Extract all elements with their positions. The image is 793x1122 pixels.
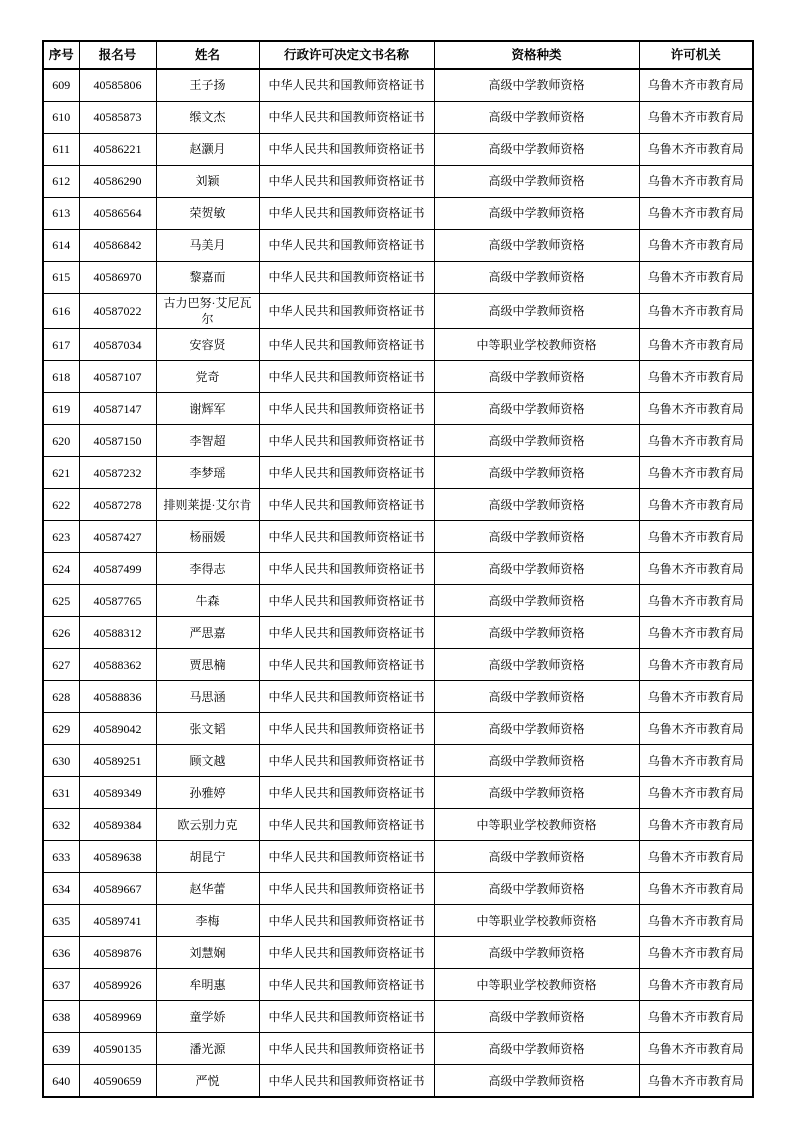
cell-serial: 633 xyxy=(43,841,79,873)
cell-serial: 615 xyxy=(43,262,79,294)
table-row xyxy=(43,361,753,393)
cell-reg-no: 40587147 xyxy=(79,393,156,425)
table-row xyxy=(43,1065,753,1098)
cell-name: 赵灏月 xyxy=(156,134,259,166)
column-header-name: 姓名 xyxy=(156,41,259,69)
cell-name: 黎嘉而 xyxy=(156,262,259,294)
cell-serial: 638 xyxy=(43,1001,79,1033)
cell-reg-no: 40588362 xyxy=(79,649,156,681)
cell-reg-no: 40587427 xyxy=(79,521,156,553)
cell-serial: 629 xyxy=(43,713,79,745)
cell-reg-no: 40585806 xyxy=(79,69,156,102)
column-header-authority: 许可机关 xyxy=(639,41,753,69)
cell-authority: 乌鲁木齐市教育局 xyxy=(639,713,753,745)
cell-authority: 乌鲁木齐市教育局 xyxy=(639,553,753,585)
cell-reg-no: 40587499 xyxy=(79,553,156,585)
cell-qualification: 高级中学教师资格 xyxy=(434,649,639,681)
cell-qualification: 高级中学教师资格 xyxy=(434,713,639,745)
cell-document-name: 中华人民共和国教师资格证书 xyxy=(259,329,434,361)
cell-name: 张文韬 xyxy=(156,713,259,745)
table-row xyxy=(43,1033,753,1065)
cell-authority: 乌鲁木齐市教育局 xyxy=(639,937,753,969)
cell-serial: 618 xyxy=(43,361,79,393)
cell-serial: 617 xyxy=(43,329,79,361)
cell-reg-no: 40589638 xyxy=(79,841,156,873)
cell-serial: 624 xyxy=(43,553,79,585)
cell-reg-no: 40588312 xyxy=(79,617,156,649)
cell-name: 马美月 xyxy=(156,230,259,262)
table-row xyxy=(43,553,753,585)
cell-document-name: 中华人民共和国教师资格证书 xyxy=(259,102,434,134)
cell-authority: 乌鲁木齐市教育局 xyxy=(639,134,753,166)
cell-document-name: 中华人民共和国教师资格证书 xyxy=(259,681,434,713)
table-row xyxy=(43,937,753,969)
cell-name: 李得志 xyxy=(156,553,259,585)
cell-reg-no: 40587278 xyxy=(79,489,156,521)
cell-name: 童学娇 xyxy=(156,1001,259,1033)
cell-serial: 631 xyxy=(43,777,79,809)
table-row xyxy=(43,521,753,553)
table-row xyxy=(43,713,753,745)
cell-qualification: 中等职业学校教师资格 xyxy=(434,969,639,1001)
cell-authority: 乌鲁木齐市教育局 xyxy=(639,489,753,521)
cell-document-name: 中华人民共和国教师资格证书 xyxy=(259,713,434,745)
cell-authority: 乌鲁木齐市教育局 xyxy=(639,1001,753,1033)
table-row xyxy=(43,745,753,777)
cell-name: 顾文越 xyxy=(156,745,259,777)
cell-serial: 628 xyxy=(43,681,79,713)
cell-name: 马思涵 xyxy=(156,681,259,713)
cell-serial: 626 xyxy=(43,617,79,649)
cell-document-name: 中华人民共和国教师资格证书 xyxy=(259,1001,434,1033)
cell-qualification: 中等职业学校教师资格 xyxy=(434,905,639,937)
cell-name: 李梅 xyxy=(156,905,259,937)
cell-serial: 613 xyxy=(43,198,79,230)
cell-name: 赵华蕾 xyxy=(156,873,259,905)
cell-authority: 乌鲁木齐市教育局 xyxy=(639,873,753,905)
cell-name: 胡昆宁 xyxy=(156,841,259,873)
cell-name: 贾思楠 xyxy=(156,649,259,681)
cell-qualification: 高级中学教师资格 xyxy=(434,777,639,809)
cell-document-name: 中华人民共和国教师资格证书 xyxy=(259,585,434,617)
table-row xyxy=(43,969,753,1001)
cell-name: 古力巴努·艾尼瓦尔 xyxy=(156,294,259,329)
cell-reg-no: 40589876 xyxy=(79,937,156,969)
cell-reg-no: 40587150 xyxy=(79,425,156,457)
cell-document-name: 中华人民共和国教师资格证书 xyxy=(259,841,434,873)
cell-reg-no: 40589741 xyxy=(79,905,156,937)
cell-reg-no: 40589251 xyxy=(79,745,156,777)
table-row xyxy=(43,585,753,617)
cell-qualification: 高级中学教师资格 xyxy=(434,166,639,198)
table-row xyxy=(43,649,753,681)
cell-qualification: 高级中学教师资格 xyxy=(434,745,639,777)
cell-authority: 乌鲁木齐市教育局 xyxy=(639,681,753,713)
cell-serial: 625 xyxy=(43,585,79,617)
header-row xyxy=(43,41,753,69)
cell-authority: 乌鲁木齐市教育局 xyxy=(639,457,753,489)
cell-qualification: 高级中学教师资格 xyxy=(434,230,639,262)
cell-authority: 乌鲁木齐市教育局 xyxy=(639,166,753,198)
cell-reg-no: 40586970 xyxy=(79,262,156,294)
cell-reg-no: 40587034 xyxy=(79,329,156,361)
cell-serial: 611 xyxy=(43,134,79,166)
table-row xyxy=(43,262,753,294)
cell-document-name: 中华人民共和国教师资格证书 xyxy=(259,457,434,489)
cell-authority: 乌鲁木齐市教育局 xyxy=(639,809,753,841)
cell-serial: 619 xyxy=(43,393,79,425)
table-row xyxy=(43,905,753,937)
cell-qualification: 高级中学教师资格 xyxy=(434,69,639,102)
cell-qualification: 高级中学教师资格 xyxy=(434,425,639,457)
cell-authority: 乌鲁木齐市教育局 xyxy=(639,969,753,1001)
cell-qualification: 高级中学教师资格 xyxy=(434,617,639,649)
cell-name: 李智超 xyxy=(156,425,259,457)
cell-qualification: 高级中学教师资格 xyxy=(434,841,639,873)
cell-name: 党奇 xyxy=(156,361,259,393)
cell-document-name: 中华人民共和国教师资格证书 xyxy=(259,489,434,521)
cell-authority: 乌鲁木齐市教育局 xyxy=(639,649,753,681)
column-header-serial: 序号 xyxy=(43,41,79,69)
cell-reg-no: 40588836 xyxy=(79,681,156,713)
table-row xyxy=(43,457,753,489)
table-row xyxy=(43,489,753,521)
table-row xyxy=(43,873,753,905)
cell-qualification: 高级中学教师资格 xyxy=(434,393,639,425)
cell-reg-no: 40590135 xyxy=(79,1033,156,1065)
cell-reg-no: 40589042 xyxy=(79,713,156,745)
table-row xyxy=(43,681,753,713)
table-row xyxy=(43,329,753,361)
license-table xyxy=(42,40,754,1098)
table-row xyxy=(43,134,753,166)
cell-document-name: 中华人民共和国教师资格证书 xyxy=(259,198,434,230)
cell-qualification: 高级中学教师资格 xyxy=(434,873,639,905)
table-row xyxy=(43,393,753,425)
cell-name: 潘光源 xyxy=(156,1033,259,1065)
cell-authority: 乌鲁木齐市教育局 xyxy=(639,329,753,361)
cell-reg-no: 40590659 xyxy=(79,1065,156,1098)
cell-authority: 乌鲁木齐市教育局 xyxy=(639,230,753,262)
cell-authority: 乌鲁木齐市教育局 xyxy=(639,585,753,617)
cell-document-name: 中华人民共和国教师资格证书 xyxy=(259,617,434,649)
cell-qualification: 高级中学教师资格 xyxy=(434,1033,639,1065)
cell-serial: 630 xyxy=(43,745,79,777)
cell-qualification: 高级中学教师资格 xyxy=(434,521,639,553)
cell-reg-no: 40587232 xyxy=(79,457,156,489)
cell-name: 牛森 xyxy=(156,585,259,617)
cell-qualification: 高级中学教师资格 xyxy=(434,134,639,166)
cell-serial: 616 xyxy=(43,294,79,329)
cell-qualification: 高级中学教师资格 xyxy=(434,102,639,134)
cell-name: 王子扬 xyxy=(156,69,259,102)
cell-reg-no: 40585873 xyxy=(79,102,156,134)
cell-document-name: 中华人民共和国教师资格证书 xyxy=(259,393,434,425)
cell-serial: 610 xyxy=(43,102,79,134)
cell-serial: 635 xyxy=(43,905,79,937)
cell-name: 欧云别力克 xyxy=(156,809,259,841)
cell-document-name: 中华人民共和国教师资格证书 xyxy=(259,230,434,262)
cell-document-name: 中华人民共和国教师资格证书 xyxy=(259,294,434,329)
cell-authority: 乌鲁木齐市教育局 xyxy=(639,1033,753,1065)
table-row xyxy=(43,617,753,649)
table-row xyxy=(43,777,753,809)
cell-authority: 乌鲁木齐市教育局 xyxy=(639,69,753,102)
table-body xyxy=(43,69,753,1097)
cell-name: 缑文杰 xyxy=(156,102,259,134)
cell-authority: 乌鲁木齐市教育局 xyxy=(639,521,753,553)
cell-reg-no: 40586221 xyxy=(79,134,156,166)
table-row xyxy=(43,102,753,134)
column-header-document-name: 行政许可决定文书名称 xyxy=(259,41,434,69)
cell-authority: 乌鲁木齐市教育局 xyxy=(639,777,753,809)
cell-reg-no: 40589349 xyxy=(79,777,156,809)
cell-qualification: 高级中学教师资格 xyxy=(434,681,639,713)
table-row xyxy=(43,841,753,873)
cell-reg-no: 40589969 xyxy=(79,1001,156,1033)
cell-qualification: 高级中学教师资格 xyxy=(434,262,639,294)
table-row xyxy=(43,809,753,841)
cell-document-name: 中华人民共和国教师资格证书 xyxy=(259,1065,434,1098)
cell-name: 谢辉军 xyxy=(156,393,259,425)
cell-serial: 640 xyxy=(43,1065,79,1098)
cell-reg-no: 40589926 xyxy=(79,969,156,1001)
cell-document-name: 中华人民共和国教师资格证书 xyxy=(259,521,434,553)
cell-qualification: 高级中学教师资格 xyxy=(434,457,639,489)
table-row xyxy=(43,69,753,102)
cell-qualification: 高级中学教师资格 xyxy=(434,553,639,585)
table-row xyxy=(43,425,753,457)
cell-reg-no: 40586842 xyxy=(79,230,156,262)
cell-document-name: 中华人民共和国教师资格证书 xyxy=(259,969,434,1001)
cell-authority: 乌鲁木齐市教育局 xyxy=(639,262,753,294)
table-row xyxy=(43,1001,753,1033)
cell-authority: 乌鲁木齐市教育局 xyxy=(639,102,753,134)
cell-document-name: 中华人民共和国教师资格证书 xyxy=(259,553,434,585)
table-header xyxy=(43,41,753,69)
cell-document-name: 中华人民共和国教师资格证书 xyxy=(259,1033,434,1065)
cell-authority: 乌鲁木齐市教育局 xyxy=(639,198,753,230)
table-row xyxy=(43,230,753,262)
cell-qualification: 高级中学教师资格 xyxy=(434,1001,639,1033)
column-header-qualification: 资格种类 xyxy=(434,41,639,69)
cell-document-name: 中华人民共和国教师资格证书 xyxy=(259,905,434,937)
cell-authority: 乌鲁木齐市教育局 xyxy=(639,905,753,937)
cell-name: 严思嘉 xyxy=(156,617,259,649)
cell-document-name: 中华人民共和国教师资格证书 xyxy=(259,425,434,457)
cell-reg-no: 40586564 xyxy=(79,198,156,230)
cell-authority: 乌鲁木齐市教育局 xyxy=(639,361,753,393)
cell-qualification: 中等职业学校教师资格 xyxy=(434,809,639,841)
cell-document-name: 中华人民共和国教师资格证书 xyxy=(259,166,434,198)
cell-reg-no: 40586290 xyxy=(79,166,156,198)
cell-authority: 乌鲁木齐市教育局 xyxy=(639,425,753,457)
cell-reg-no: 40587022 xyxy=(79,294,156,329)
cell-name: 李梦瑶 xyxy=(156,457,259,489)
cell-serial: 632 xyxy=(43,809,79,841)
cell-qualification: 高级中学教师资格 xyxy=(434,937,639,969)
cell-serial: 620 xyxy=(43,425,79,457)
cell-authority: 乌鲁木齐市教育局 xyxy=(639,745,753,777)
cell-document-name: 中华人民共和国教师资格证书 xyxy=(259,262,434,294)
cell-document-name: 中华人民共和国教师资格证书 xyxy=(259,745,434,777)
cell-reg-no: 40589384 xyxy=(79,809,156,841)
table-row xyxy=(43,166,753,198)
cell-serial: 609 xyxy=(43,69,79,102)
cell-name: 刘颖 xyxy=(156,166,259,198)
cell-name: 严悦 xyxy=(156,1065,259,1098)
table-row xyxy=(43,198,753,230)
cell-serial: 637 xyxy=(43,969,79,1001)
cell-qualification: 高级中学教师资格 xyxy=(434,294,639,329)
cell-name: 排则莱提·艾尔肯 xyxy=(156,489,259,521)
column-header-reg-no: 报名号 xyxy=(79,41,156,69)
cell-authority: 乌鲁木齐市教育局 xyxy=(639,294,753,329)
cell-serial: 621 xyxy=(43,457,79,489)
cell-document-name: 中华人民共和国教师资格证书 xyxy=(259,134,434,166)
cell-serial: 627 xyxy=(43,649,79,681)
cell-qualification: 高级中学教师资格 xyxy=(434,198,639,230)
cell-serial: 614 xyxy=(43,230,79,262)
table-row xyxy=(43,294,753,329)
cell-qualification: 高级中学教师资格 xyxy=(434,361,639,393)
cell-reg-no: 40589667 xyxy=(79,873,156,905)
cell-qualification: 高级中学教师资格 xyxy=(434,489,639,521)
cell-qualification: 高级中学教师资格 xyxy=(434,1065,639,1098)
cell-serial: 634 xyxy=(43,873,79,905)
cell-name: 安容贤 xyxy=(156,329,259,361)
cell-name: 刘慧娴 xyxy=(156,937,259,969)
cell-reg-no: 40587107 xyxy=(79,361,156,393)
cell-serial: 636 xyxy=(43,937,79,969)
cell-document-name: 中华人民共和国教师资格证书 xyxy=(259,873,434,905)
cell-reg-no: 40587765 xyxy=(79,585,156,617)
cell-name: 孙雅婷 xyxy=(156,777,259,809)
cell-qualification: 中等职业学校教师资格 xyxy=(434,329,639,361)
cell-document-name: 中华人民共和国教师资格证书 xyxy=(259,649,434,681)
cell-authority: 乌鲁木齐市教育局 xyxy=(639,617,753,649)
cell-name: 牟明惠 xyxy=(156,969,259,1001)
cell-serial: 623 xyxy=(43,521,79,553)
cell-document-name: 中华人民共和国教师资格证书 xyxy=(259,809,434,841)
cell-document-name: 中华人民共和国教师资格证书 xyxy=(259,361,434,393)
cell-document-name: 中华人民共和国教师资格证书 xyxy=(259,777,434,809)
cell-authority: 乌鲁木齐市教育局 xyxy=(639,841,753,873)
cell-authority: 乌鲁木齐市教育局 xyxy=(639,393,753,425)
cell-serial: 612 xyxy=(43,166,79,198)
cell-qualification: 高级中学教师资格 xyxy=(434,585,639,617)
cell-name: 荣贺敏 xyxy=(156,198,259,230)
cell-name: 杨丽媛 xyxy=(156,521,259,553)
cell-document-name: 中华人民共和国教师资格证书 xyxy=(259,69,434,102)
cell-authority: 乌鲁木齐市教育局 xyxy=(639,1065,753,1098)
cell-serial: 639 xyxy=(43,1033,79,1065)
cell-document-name: 中华人民共和国教师资格证书 xyxy=(259,937,434,969)
cell-serial: 622 xyxy=(43,489,79,521)
